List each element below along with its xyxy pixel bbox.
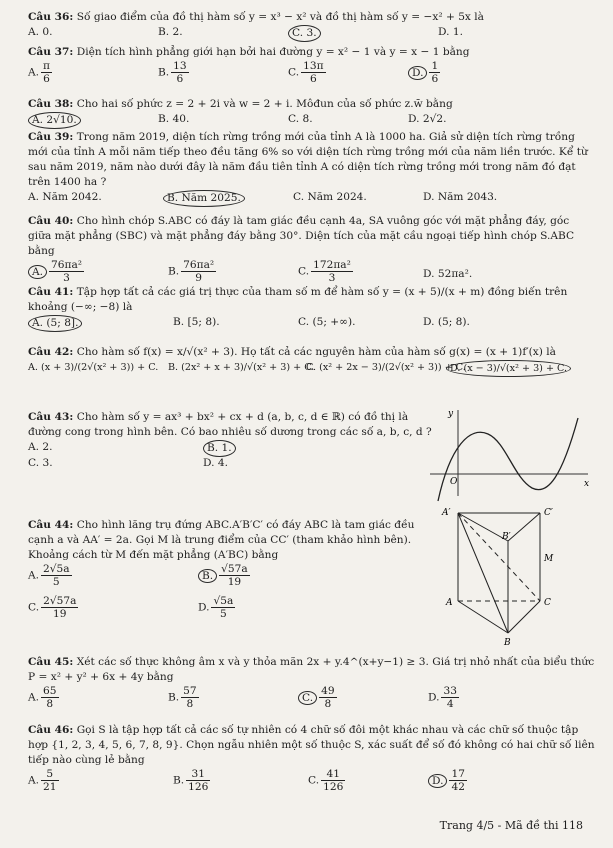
- option-a[interactable]: A. $\frac{\text{76πa²}}{3}$: [28, 259, 86, 284]
- question-number: Câu 45:: [28, 656, 74, 668]
- option-b[interactable]: B. [5; 8).: [173, 316, 220, 328]
- answer-options: [28, 440, 433, 456]
- label-c-prime: C′: [544, 508, 553, 518]
- option-c[interactable]: C. $\frac{41}{126}$: [308, 768, 344, 793]
- question-text: Tập hợp tất cả các giá trị thực của tham số m để hàm số y = (x + 5)/(x + m) đồng biến trên khoảng (−∞; −8) là: [28, 286, 568, 313]
- option-d[interactable]: D. Năm 2043.: [423, 191, 498, 203]
- option-b[interactable]: B. $\frac{31}{126}$: [173, 768, 209, 793]
- question-number: Câu 42:: [28, 346, 74, 358]
- option-b[interactable]: B. $\frac{√57a}{19}$: [198, 563, 252, 588]
- option-b[interactable]: B. 40.: [158, 113, 190, 125]
- label-b: B: [504, 638, 511, 648]
- question-38: [28, 97, 595, 128]
- answer-options: [28, 112, 595, 128]
- answer-options: [28, 595, 433, 627]
- answer-options: [28, 360, 595, 376]
- answer-options: [28, 315, 595, 331]
- question-text: Gọi S là tập hợp tất cả các số tự nhiên có 4 chữ số đôi một khác nhau và các chữ số thuộc tập hợp {1, 2, 3, 4, 5, 6, 7, 8, 9}. Chọn ngẫu nhiên một số thuộc S, xác suất để số đó không có hai chữ số liên tiếp nào cùng lẻ bằng: [28, 724, 595, 766]
- answer-options: [28, 768, 595, 798]
- option-a[interactable]: A. $\frac{\pi}{6}$: [28, 60, 50, 85]
- page-footer: Trang 4/5 - Mã đề thi 118: [439, 819, 583, 832]
- answer-options: [28, 685, 595, 715]
- question-number: Câu 38:: [28, 98, 74, 110]
- option-d[interactable]: D. $\frac{17}{42}$: [428, 768, 469, 793]
- option-b[interactable]: B. 1.: [203, 440, 236, 457]
- option-c[interactable]: C. 3.: [28, 457, 53, 469]
- question-text: Trong năm 2019, diện tích rừng trồng mới của tỉnh A là 1000 ha. Giả sử diện tích rừng trồng mới của tỉnh A mỗi năm tiếp theo đều tăng 6% so với diện tích rừng trồng mới của năm liền trước. Kể từ sau năm 2019, năm nào dưới đây là năm đầu tiên tỉnh A có diện tích rừng trồng mới trong năm đó đạt trên 1400 ha ?: [28, 131, 588, 188]
- cubic-curve: [438, 418, 578, 501]
- option-d[interactable]: D. $\frac{33}{4}$: [428, 685, 457, 710]
- question-39: [28, 130, 595, 206]
- option-a[interactable]: A. $\frac{2√5a}{5}$: [28, 563, 70, 588]
- question-number: Câu 44:: [28, 519, 74, 531]
- option-b[interactable]: B. $\frac{57}{8}$: [168, 685, 197, 710]
- question-text: Cho hàm số y = ax³ + bx² + cx + d (a, b, c, d ∈ ℝ) có đồ thị là đường cong trong hình bên. Có bao nhiêu số dương trong các số a, b, c, d ?: [28, 411, 432, 438]
- question-number: Câu 41:: [28, 286, 74, 298]
- question-41: [28, 285, 595, 331]
- option-b[interactable]: B. $\frac{\text{76πa²}}{9}$: [168, 259, 215, 284]
- question-43: [28, 410, 433, 472]
- question-36: [28, 10, 595, 41]
- option-d[interactable]: D. $\frac{1}{6}$: [408, 60, 442, 85]
- answer-options: [28, 190, 595, 206]
- x-axis-label: x: [584, 479, 590, 489]
- option-a[interactable]: A. (5; 8].: [28, 315, 82, 332]
- question-42: [28, 345, 595, 376]
- question-number: Câu 46:: [28, 724, 74, 736]
- option-a[interactable]: A. (x + 3)/(2√(x² + 3)) + C.: [28, 362, 159, 373]
- option-d[interactable]: D. 2√2.: [408, 113, 447, 125]
- label-m: M: [544, 554, 554, 564]
- option-a[interactable]: A. 2.: [28, 441, 53, 453]
- question-46: [28, 723, 595, 798]
- option-b[interactable]: B. (2x² + x + 3)/√(x² + 3) + C.: [168, 362, 315, 373]
- option-d[interactable]: D. $\frac{√5a}{5}$: [198, 595, 234, 620]
- prism-figure: [440, 505, 600, 650]
- question-40: [28, 214, 595, 289]
- option-a[interactable]: A. 0.: [28, 26, 53, 38]
- cubic-graph-figure: [428, 406, 596, 502]
- label-b-prime: B′: [502, 532, 511, 542]
- question-number: Câu 36:: [28, 11, 74, 23]
- option-c[interactable]: C. (x² + 2x − 3)/(2√(x² + 3)) + C.: [306, 362, 466, 373]
- answer-options: [28, 25, 595, 41]
- option-d[interactable]: D. 52πa².: [423, 268, 473, 280]
- option-b[interactable]: B. $\frac{13}{6}$: [158, 60, 187, 85]
- option-c[interactable]: C. Năm 2024.: [293, 191, 367, 203]
- option-c[interactable]: C. $\frac{13\pi}{6}$: [288, 60, 324, 85]
- question-37: [28, 45, 595, 90]
- option-a[interactable]: A. $\frac{65}{8}$: [28, 685, 57, 710]
- question-45: [28, 655, 595, 715]
- question-number: Câu 39:: [28, 131, 74, 143]
- option-c[interactable]: C. 8.: [288, 113, 313, 125]
- option-d[interactable]: D. 1.: [438, 26, 463, 38]
- label-a-prime: A′: [442, 508, 451, 518]
- option-c[interactable]: C. $\frac{2√57a}{19}$: [28, 595, 77, 620]
- question-number: Câu 40:: [28, 215, 74, 227]
- edge-a-b: [458, 601, 508, 633]
- question-text: Xét các số thực không âm x và y thỏa mãn 2x + y.4^(x+y−1) ≥ 3. Giá trị nhỏ nhất của biểu thức P = x² + y² + 6x + 4y bằng: [28, 656, 595, 683]
- segment-ap-c: [458, 513, 540, 601]
- option-c[interactable]: C. $\frac{49}{8}$: [298, 685, 339, 710]
- option-c[interactable]: C. (5; +∞).: [298, 316, 356, 328]
- option-a[interactable]: A. 2√10.: [28, 112, 81, 129]
- question-text: Cho hai số phức z = 2 + 2i và w = 2 + i. Môđun của số phức z.w̄ bằng: [76, 98, 453, 110]
- option-b[interactable]: B. Năm 2025.: [163, 190, 245, 207]
- option-a[interactable]: A. Năm 2042.: [28, 191, 102, 203]
- option-d[interactable]: D. (5; 8).: [423, 316, 470, 328]
- question-44: [28, 518, 433, 627]
- option-d[interactable]: D. 4.: [203, 457, 228, 469]
- edge-ap-bp: [458, 513, 508, 541]
- answer-options: [28, 563, 433, 595]
- question-text: Số giao điểm của đồ thị hàm số y = x³ − x² và đồ thị hàm số y = −x² + 5x là: [76, 11, 484, 23]
- question-text: Diện tích hình phẳng giới hạn bởi hai đường y = x² − 1 và y = x − 1 bằng: [76, 46, 470, 58]
- question-text: Cho hình chóp S.ABC có đáy là tam giác đều cạnh 4a, SA vuông góc với mặt phẳng đáy, góc giữa mặt phẳng (SBC) và mặt phẳng đáy bằng 30°. Diện tích của mặt cầu ngoại tiếp hình chóp S.ABC bằng: [28, 215, 575, 257]
- answer-options: [28, 456, 433, 472]
- edge-bp-cp: [508, 513, 540, 541]
- label-c: C: [544, 598, 551, 608]
- edge-b-c: [508, 601, 540, 633]
- question-text: Cho hình lăng trụ đứng ABC.A′B′C′ có đáy ABC là tam giác đều cạnh a và AA′ = 2a. Gọi M là trung điểm của CC′ (tham khảo hình bên). Khoảng cách từ M đến mặt phẳng (A′BC) bằng: [28, 519, 415, 561]
- question-text: Cho hàm số f(x) = x/√(x² + 3). Họ tất cả các nguyên hàm của hàm số g(x) = (x + 1)f′(x) là: [76, 346, 556, 358]
- option-c[interactable]: C. $\frac{\text{172πa²}}{3}$: [298, 259, 351, 284]
- question-number: Câu 37:: [28, 46, 74, 58]
- origin-label: O: [450, 477, 458, 487]
- option-b[interactable]: B. 2.: [158, 26, 183, 38]
- segment-ap-b: [458, 513, 508, 633]
- answer-options: [28, 60, 595, 90]
- y-axis-label: y: [448, 409, 454, 419]
- option-a[interactable]: A. $\frac{5}{21}$: [28, 768, 57, 793]
- option-d[interactable]: D. (x − 3)/√(x² + 3) + C.: [446, 360, 571, 377]
- label-a: A: [446, 598, 453, 608]
- question-number: Câu 43:: [28, 411, 74, 423]
- option-c[interactable]: C. 3.: [288, 25, 321, 42]
